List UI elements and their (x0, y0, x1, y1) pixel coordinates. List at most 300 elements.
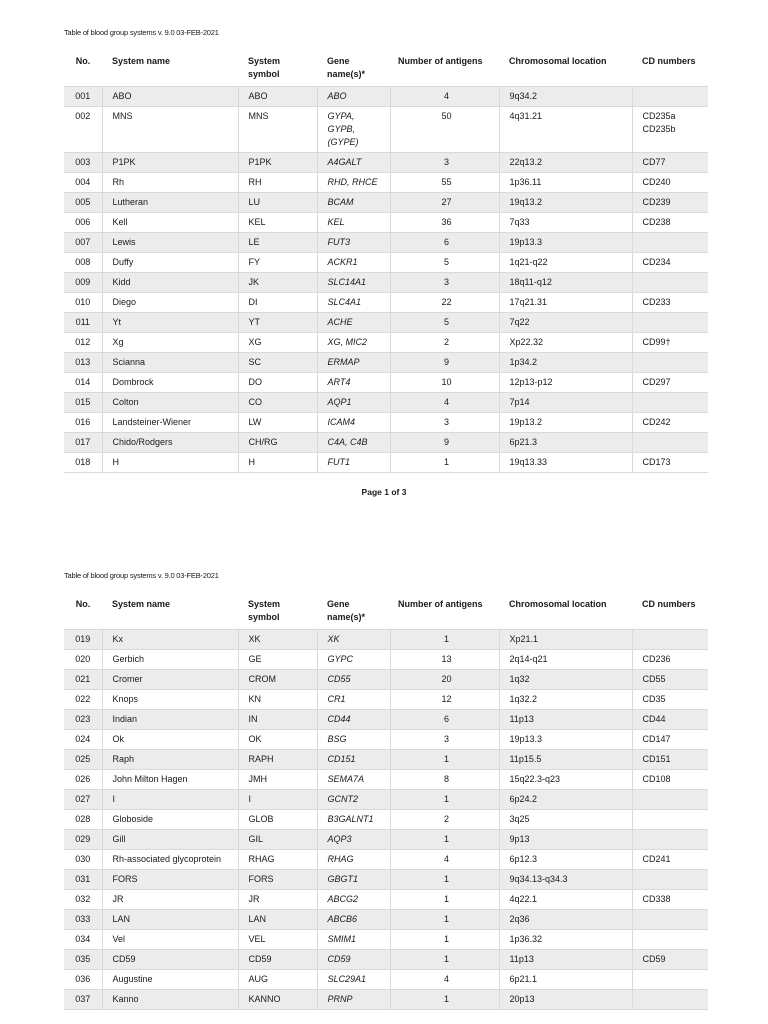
cell-no: 026 (64, 770, 102, 790)
cell-gene-names: ABO (317, 87, 390, 107)
cell-no: 028 (64, 810, 102, 830)
cell-system-symbol: CH/RG (238, 433, 317, 453)
cell-system-name: Ok (102, 730, 238, 750)
cell-chromosomal-location: 1q32.2 (499, 690, 632, 710)
cell-cd-numbers (632, 810, 708, 830)
cell-cd-numbers: CD108 (632, 770, 708, 790)
cell-chromosomal-location: 6p24.2 (499, 790, 632, 810)
cell-number-of-antigens: 20 (390, 670, 499, 690)
cell-gene-names: SLC14A1 (317, 273, 390, 293)
cell-system-symbol: KEL (238, 213, 317, 233)
cell-no: 010 (64, 293, 102, 313)
cell-system-name: Lewis (102, 233, 238, 253)
cell-system-name: Colton (102, 393, 238, 413)
header-chromosomal-location: Chromosomal location (509, 599, 607, 609)
table-section-page-1 (64, 26, 708, 473)
cell-system-name: Vel (102, 930, 238, 950)
cell-number-of-antigens: 4 (390, 393, 499, 413)
cell-chromosomal-location: 7q33 (499, 213, 632, 233)
cell-chromosomal-location: 9p13 (499, 830, 632, 850)
cell-chromosomal-location: 4q22.1 (499, 890, 632, 910)
cell-cd-numbers: CD297 (632, 373, 708, 393)
cell-number-of-antigens: 4 (390, 87, 499, 107)
cell-chromosomal-location: 6p21.1 (499, 970, 632, 990)
table-header-row (64, 52, 708, 87)
cell-chromosomal-location: 18q11-q12 (499, 273, 632, 293)
cell-system-name: FORS (102, 870, 238, 890)
cell-system-symbol: LE (238, 233, 317, 253)
table-row (64, 990, 708, 1010)
cell-gene-names: ART4 (317, 373, 390, 393)
cell-gene-names: AQP1 (317, 393, 390, 413)
cell-system-name: LAN (102, 910, 238, 930)
cell-number-of-antigens: 3 (390, 153, 499, 173)
cell-chromosomal-location: 1p36.11 (499, 173, 632, 193)
cell-number-of-antigens: 3 (390, 413, 499, 433)
cell-system-symbol: DI (238, 293, 317, 313)
cell-gene-names: BCAM (317, 193, 390, 213)
cell-no: 013 (64, 353, 102, 373)
cell-no: 015 (64, 393, 102, 413)
cell-gene-names: SEMA7A (317, 770, 390, 790)
table-row (64, 193, 708, 213)
table-row (64, 413, 708, 433)
cell-no: 032 (64, 890, 102, 910)
cell-gene-names: SLC4A1 (317, 293, 390, 313)
cell-number-of-antigens: 6 (390, 710, 499, 730)
cell-chromosomal-location: 1p34.2 (499, 353, 632, 373)
header-chromosomal-location: Chromosomal location (509, 56, 607, 66)
cell-number-of-antigens: 3 (390, 730, 499, 750)
cell-system-symbol: IN (238, 710, 317, 730)
cell-no: 024 (64, 730, 102, 750)
cell-chromosomal-location: 19p13.3 (499, 233, 632, 253)
header-number-of-antigens: Number of antigens (398, 599, 483, 609)
table-row (64, 710, 708, 730)
cell-cd-numbers (632, 970, 708, 990)
cell-number-of-antigens: 6 (390, 233, 499, 253)
cell-system-name: John Milton Hagen (102, 770, 238, 790)
cell-cd-numbers: CD240 (632, 173, 708, 193)
cell-number-of-antigens: 4 (390, 970, 499, 990)
cell-system-symbol: SC (238, 353, 317, 373)
cell-cd-numbers: CD77 (632, 153, 708, 173)
cell-no: 006 (64, 213, 102, 233)
cell-gene-names: BSG (317, 730, 390, 750)
table-row (64, 870, 708, 890)
cell-no: 027 (64, 790, 102, 810)
cell-system-name: Rh (102, 173, 238, 193)
cell-number-of-antigens: 1 (390, 830, 499, 850)
table-row (64, 173, 708, 193)
table-row (64, 333, 708, 353)
cell-cd-numbers: CD241 (632, 850, 708, 870)
cell-system-name: P1PK (102, 153, 238, 173)
table-row (64, 453, 708, 473)
cell-cd-numbers: CD238 (632, 213, 708, 233)
cell-system-symbol: LU (238, 193, 317, 213)
cell-cd-numbers (632, 273, 708, 293)
cell-gene-names: PRNP (317, 990, 390, 1010)
table-section-page-2 (64, 569, 708, 1010)
cell-system-name: Kanno (102, 990, 238, 1010)
cell-number-of-antigens: 36 (390, 213, 499, 233)
table-row (64, 770, 708, 790)
cell-cd-numbers (632, 87, 708, 107)
cell-cd-numbers (632, 910, 708, 930)
cell-chromosomal-location: 15q22.3-q23 (499, 770, 632, 790)
cell-no: 007 (64, 233, 102, 253)
cell-system-symbol: XG (238, 333, 317, 353)
cell-system-symbol: CO (238, 393, 317, 413)
cell-number-of-antigens: 55 (390, 173, 499, 193)
cell-gene-names: SMIM1 (317, 930, 390, 950)
cell-system-name: Diego (102, 293, 238, 313)
cell-number-of-antigens: 5 (390, 313, 499, 333)
table-row (64, 213, 708, 233)
document-title: Table of blood group systems v. 9.0 03-FEB-2021 (64, 28, 219, 37)
cell-cd-numbers (632, 830, 708, 850)
cell-no: 037 (64, 990, 102, 1010)
cell-system-symbol: LAN (238, 910, 317, 930)
cell-gene-names: FUT1 (317, 453, 390, 473)
cell-no: 011 (64, 313, 102, 333)
cell-system-symbol: RH (238, 173, 317, 193)
cell-no: 016 (64, 413, 102, 433)
header-cd-numbers: CD numbers (642, 599, 696, 609)
cell-system-symbol: RHAG (238, 850, 317, 870)
table-row (64, 233, 708, 253)
cell-no: 033 (64, 910, 102, 930)
cell-gene-names: KEL (317, 213, 390, 233)
table-row (64, 393, 708, 413)
table-row (64, 107, 708, 153)
cell-cd-numbers: CD242 (632, 413, 708, 433)
cell-system-name: ABO (102, 87, 238, 107)
header-gene-names: Gene name(s)* (327, 599, 366, 622)
cell-system-name: H (102, 453, 238, 473)
cell-number-of-antigens: 1 (390, 910, 499, 930)
cell-chromosomal-location: Xp22.32 (499, 333, 632, 353)
cell-number-of-antigens: 1 (390, 870, 499, 890)
cell-system-name: Knops (102, 690, 238, 710)
cell-system-symbol: JK (238, 273, 317, 293)
cell-number-of-antigens: 50 (390, 107, 499, 153)
cell-no: 031 (64, 870, 102, 890)
cell-number-of-antigens: 5 (390, 253, 499, 273)
cell-system-symbol: GE (238, 650, 317, 670)
cell-system-name: Indian (102, 710, 238, 730)
cell-system-name: Chido/Rodgers (102, 433, 238, 453)
cell-number-of-antigens: 9 (390, 353, 499, 373)
cell-chromosomal-location: 1q21-q22 (499, 253, 632, 273)
cell-gene-names: CD151 (317, 750, 390, 770)
table-row (64, 273, 708, 293)
cell-gene-names: B3GALNT1 (317, 810, 390, 830)
cell-chromosomal-location: Xp21.1 (499, 630, 632, 650)
cell-cd-numbers: CD173 (632, 453, 708, 473)
cell-system-symbol: P1PK (238, 153, 317, 173)
cell-system-name: Globoside (102, 810, 238, 830)
blood-group-table-page-1 (64, 52, 708, 473)
table-row (64, 850, 708, 870)
cell-cd-numbers: CD99† (632, 333, 708, 353)
cell-no: 029 (64, 830, 102, 850)
cell-no: 019 (64, 630, 102, 650)
cell-cd-numbers (632, 630, 708, 650)
cell-gene-names: GYPC (317, 650, 390, 670)
cell-gene-names: RHAG (317, 850, 390, 870)
table-body-page-1 (64, 87, 708, 473)
cell-chromosomal-location: 1p36.32 (499, 930, 632, 950)
cell-cd-numbers: CD233 (632, 293, 708, 313)
cell-no: 008 (64, 253, 102, 273)
cell-gene-names: ABCG2 (317, 890, 390, 910)
cell-number-of-antigens: 1 (390, 990, 499, 1010)
cell-gene-names: SLC29A1 (317, 970, 390, 990)
cell-system-symbol: JR (238, 890, 317, 910)
cell-gene-names: AQP3 (317, 830, 390, 850)
cell-system-name: Raph (102, 750, 238, 770)
table-row (64, 353, 708, 373)
cell-system-symbol: FY (238, 253, 317, 273)
table-row (64, 293, 708, 313)
cell-cd-numbers: CD239 (632, 193, 708, 213)
cell-system-name: CD59 (102, 950, 238, 970)
table-row (64, 750, 708, 770)
cell-system-name: Cromer (102, 670, 238, 690)
cell-cd-numbers (632, 790, 708, 810)
cell-system-name: Scianna (102, 353, 238, 373)
header-no: No. (75, 599, 91, 609)
cell-cd-numbers (632, 930, 708, 950)
header-gene-names: Gene name(s)* (327, 56, 366, 79)
cell-no: 005 (64, 193, 102, 213)
cell-no: 025 (64, 750, 102, 770)
table-row (64, 87, 708, 107)
table-row (64, 670, 708, 690)
cell-cd-numbers: CD338 (632, 890, 708, 910)
table-row (64, 930, 708, 950)
cell-chromosomal-location: 11p13 (499, 950, 632, 970)
cell-system-symbol: H (238, 453, 317, 473)
cell-system-name: Dombrock (102, 373, 238, 393)
cell-number-of-antigens: 13 (390, 650, 499, 670)
cell-chromosomal-location: 17q21.31 (499, 293, 632, 313)
cell-cd-numbers (632, 353, 708, 373)
cell-number-of-antigens: 1 (390, 790, 499, 810)
table-row (64, 970, 708, 990)
cell-cd-numbers (632, 313, 708, 333)
cell-cd-numbers: CD44 (632, 710, 708, 730)
cell-cd-numbers (632, 433, 708, 453)
header-system-name: System name (112, 599, 171, 609)
table-row (64, 313, 708, 333)
document-title: Table of blood group systems v. 9.0 03-FEB-2021 (64, 571, 219, 580)
cell-system-name: Lutheran (102, 193, 238, 213)
cell-no: 034 (64, 930, 102, 950)
cell-system-name: JR (102, 890, 238, 910)
cell-chromosomal-location: 6p12.3 (499, 850, 632, 870)
cell-no: 035 (64, 950, 102, 970)
cell-number-of-antigens: 4 (390, 850, 499, 870)
cell-no: 017 (64, 433, 102, 453)
cell-cd-numbers: CD147 (632, 730, 708, 750)
cell-number-of-antigens: 1 (390, 950, 499, 970)
cell-number-of-antigens: 1 (390, 630, 499, 650)
cell-number-of-antigens: 12 (390, 690, 499, 710)
cell-system-name: Landsteiner-Wiener (102, 413, 238, 433)
blood-group-table-page-2 (64, 595, 708, 1010)
cell-gene-names: ACKR1 (317, 253, 390, 273)
cell-no: 012 (64, 333, 102, 353)
cell-chromosomal-location: 7p14 (499, 393, 632, 413)
cell-system-symbol: ABO (238, 87, 317, 107)
cell-gene-names: ACHE (317, 313, 390, 333)
cell-system-name: Xg (102, 333, 238, 353)
cell-system-name: Gill (102, 830, 238, 850)
cell-gene-names: GYPA, GYPB, (GYPE) (317, 107, 390, 153)
cell-chromosomal-location: 19p13.2 (499, 413, 632, 433)
cell-chromosomal-location: 12p13-p12 (499, 373, 632, 393)
cell-system-symbol: RAPH (238, 750, 317, 770)
table-row (64, 910, 708, 930)
cell-no: 021 (64, 670, 102, 690)
table-row (64, 890, 708, 910)
cell-system-symbol: LW (238, 413, 317, 433)
cell-chromosomal-location: 19q13.33 (499, 453, 632, 473)
header-system-name: System name (112, 56, 171, 66)
cell-cd-numbers: CD151 (632, 750, 708, 770)
cell-no: 020 (64, 650, 102, 670)
cell-cd-numbers (632, 870, 708, 890)
header-no: No. (75, 56, 91, 66)
cell-gene-names: FUT3 (317, 233, 390, 253)
cell-system-name: Augustine (102, 970, 238, 990)
cell-chromosomal-location: 1q32 (499, 670, 632, 690)
cell-system-name: Gerbich (102, 650, 238, 670)
cell-no: 009 (64, 273, 102, 293)
cell-number-of-antigens: 1 (390, 453, 499, 473)
cell-gene-names: GCNT2 (317, 790, 390, 810)
cell-gene-names: CD55 (317, 670, 390, 690)
header-cd-numbers: CD numbers (642, 56, 696, 66)
cell-gene-names: ICAM4 (317, 413, 390, 433)
cell-no: 014 (64, 373, 102, 393)
cell-system-symbol: KANNO (238, 990, 317, 1010)
cell-gene-names: XK (317, 630, 390, 650)
cell-system-name: MNS (102, 107, 238, 153)
cell-gene-names: CD44 (317, 710, 390, 730)
cell-number-of-antigens: 2 (390, 333, 499, 353)
table-row (64, 153, 708, 173)
cell-gene-names: C4A, C4B (317, 433, 390, 453)
cell-system-name: Kx (102, 630, 238, 650)
cell-gene-names: A4GALT (317, 153, 390, 173)
table-row (64, 373, 708, 393)
cell-no: 030 (64, 850, 102, 870)
cell-no: 004 (64, 173, 102, 193)
table-row (64, 630, 708, 650)
cell-cd-numbers (632, 233, 708, 253)
cell-system-symbol: GIL (238, 830, 317, 850)
cell-cd-numbers: CD59 (632, 950, 708, 970)
cell-number-of-antigens: 10 (390, 373, 499, 393)
cell-system-symbol: GLOB (238, 810, 317, 830)
header-system-symbol: System symbol (248, 599, 281, 622)
cell-chromosomal-location: 4q31.21 (499, 107, 632, 153)
cell-chromosomal-location: 22q13.2 (499, 153, 632, 173)
cell-system-symbol: YT (238, 313, 317, 333)
cell-number-of-antigens: 1 (390, 930, 499, 950)
table-row (64, 433, 708, 453)
cell-chromosomal-location: 11p15.5 (499, 750, 632, 770)
cell-system-symbol: AUG (238, 970, 317, 990)
cell-system-symbol: FORS (238, 870, 317, 890)
cell-no: 022 (64, 690, 102, 710)
table-body-page-2 (64, 630, 708, 1010)
cell-system-name: Kell (102, 213, 238, 233)
cell-chromosomal-location: 11p13 (499, 710, 632, 730)
table-row (64, 790, 708, 810)
cell-number-of-antigens: 9 (390, 433, 499, 453)
cell-no: 023 (64, 710, 102, 730)
cell-cd-numbers: CD234 (632, 253, 708, 273)
cell-number-of-antigens: 3 (390, 273, 499, 293)
table-row (64, 810, 708, 830)
cell-system-symbol: CD59 (238, 950, 317, 970)
cell-chromosomal-location: 2q36 (499, 910, 632, 930)
cell-no: 018 (64, 453, 102, 473)
cell-system-symbol: JMH (238, 770, 317, 790)
cell-chromosomal-location: 6p21.3 (499, 433, 632, 453)
cell-no: 036 (64, 970, 102, 990)
cell-system-name: Kidd (102, 273, 238, 293)
cell-system-symbol: KN (238, 690, 317, 710)
cell-system-symbol: CROM (238, 670, 317, 690)
cell-number-of-antigens: 27 (390, 193, 499, 213)
cell-cd-numbers: CD55 (632, 670, 708, 690)
cell-system-name: Rh-associated glycoprotein (102, 850, 238, 870)
cell-chromosomal-location: 19p13.3 (499, 730, 632, 750)
cell-chromosomal-location: 9q34.2 (499, 87, 632, 107)
cell-system-name: I (102, 790, 238, 810)
cell-gene-names: XG, MIC2 (317, 333, 390, 353)
cell-system-symbol: OK (238, 730, 317, 750)
cell-number-of-antigens: 1 (390, 750, 499, 770)
cell-chromosomal-location: 20p13 (499, 990, 632, 1010)
table-row (64, 730, 708, 750)
cell-system-symbol: MNS (238, 107, 317, 153)
cell-number-of-antigens: 1 (390, 890, 499, 910)
table-header-row (64, 595, 708, 630)
cell-chromosomal-location: 2q14-q21 (499, 650, 632, 670)
table-row (64, 830, 708, 850)
cell-gene-names: GBGT1 (317, 870, 390, 890)
page-footer: Page 1 of 3 (361, 487, 407, 497)
header-number-of-antigens: Number of antigens (398, 56, 483, 66)
cell-system-symbol: XK (238, 630, 317, 650)
cell-system-symbol: VEL (238, 930, 317, 950)
cell-chromosomal-location: 3q25 (499, 810, 632, 830)
cell-system-symbol: I (238, 790, 317, 810)
cell-number-of-antigens: 22 (390, 293, 499, 313)
cell-number-of-antigens: 2 (390, 810, 499, 830)
cell-chromosomal-location: 9q34.13-q34.3 (499, 870, 632, 890)
cell-gene-names: CD59 (317, 950, 390, 970)
cell-system-symbol: DO (238, 373, 317, 393)
cell-cd-numbers (632, 393, 708, 413)
